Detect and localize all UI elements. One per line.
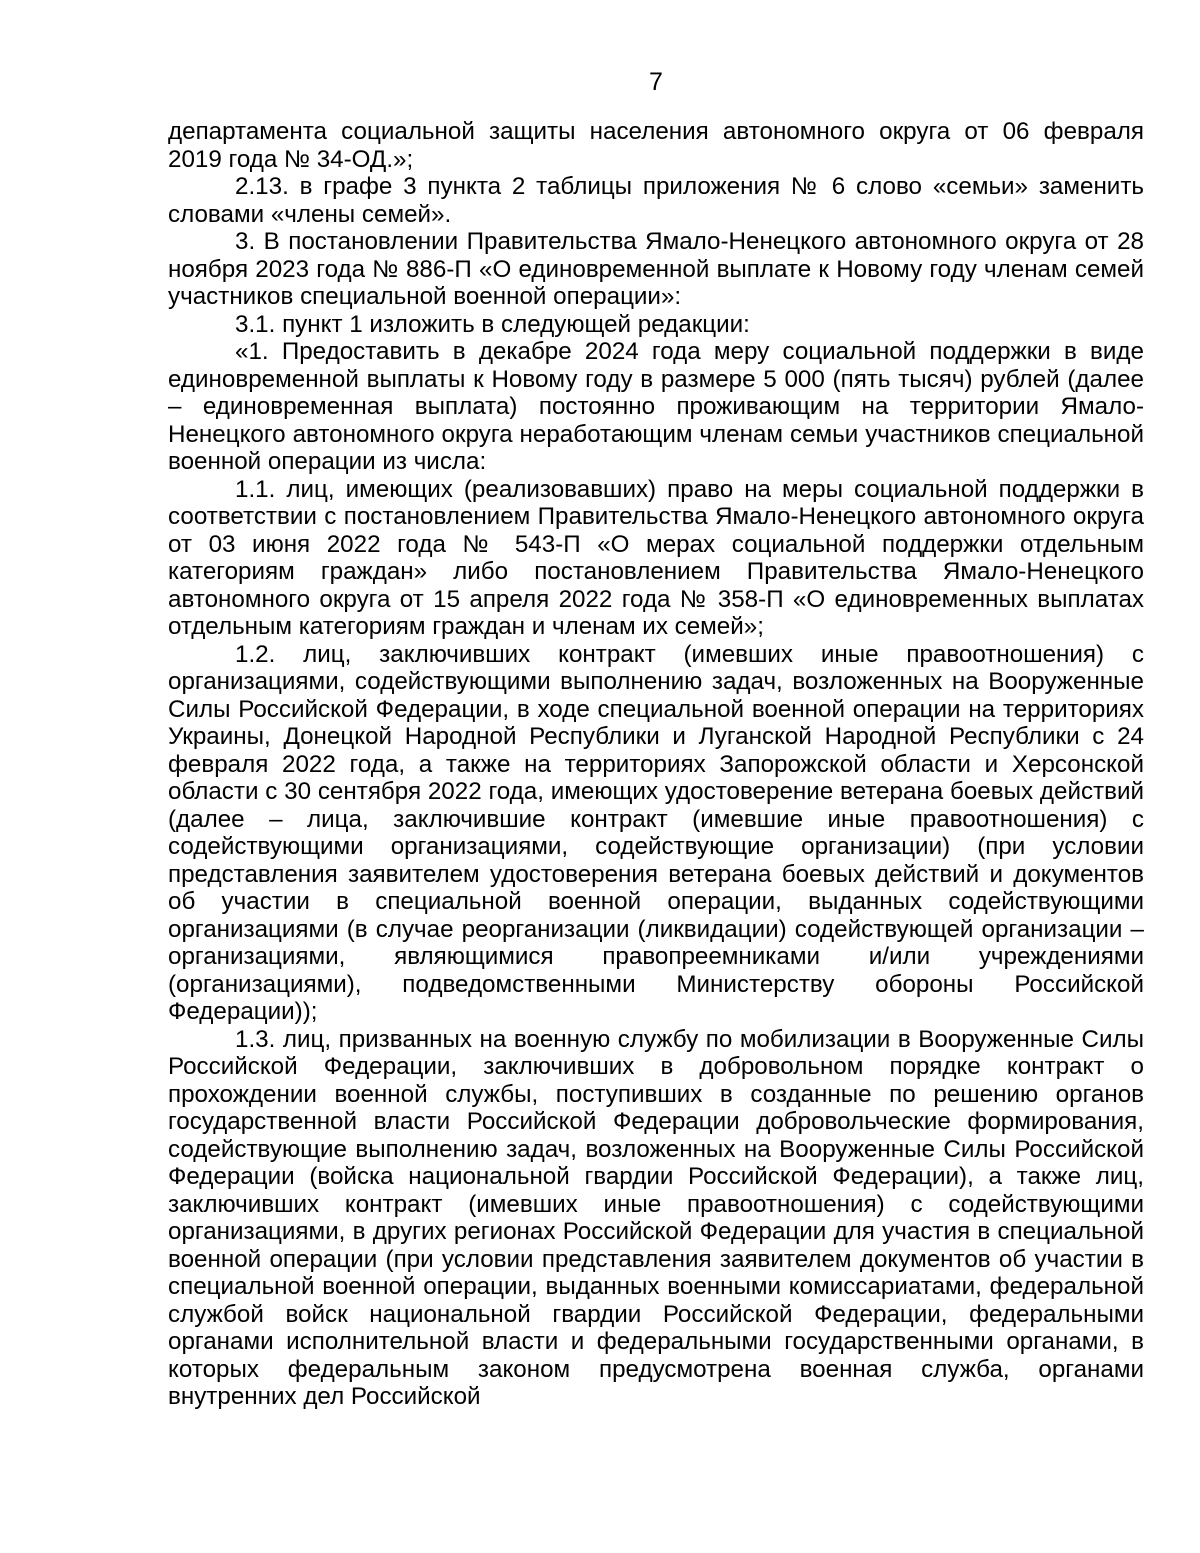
paragraph: департамента социальной защиты населения автономного округа от 06 февраля 2019 года № 34-ОД.»; [168, 118, 1144, 173]
paragraph: 2.13. в графе 3 пункта 2 таблицы приложения № 6 слово «семьи» заменить словами «члены семей». [168, 173, 1144, 228]
document-body [168, 118, 1144, 1411]
paragraph: «1. Предоставить в декабре 2024 года меру социальной поддержки в виде единовременной выплаты к Новому году в размере 5 000 (пять тысяч) рублей (далее – единовременная выплата) постоянно проживающим на территории Ямало-Ненецкого автономного округа неработающим членам семьи участников специальной военной операции из числа: [168, 338, 1144, 475]
page-number: 7 [649, 68, 663, 96]
paragraph: 3.1. пункт 1 изложить в следующей редакции: [235, 310, 750, 338]
paragraph: 1.1. лиц, имеющих (реализовавших) право на меры социальной поддержки в соответствии с постановлением Правительства Ямало-Ненецкого автономного округа от 03 июня 2022 года № 543-П «О мерах социальной поддержки отдельным категориям граждан» либо постановлением Правительства Ямало-Ненецкого автономного округа от 15 апреля 2022 года № 358-П «О единовременных выплатах отдельным категориям граждан и членам их семей»; [168, 475, 1144, 640]
paragraph: 3. В постановлении Правительства Ямало-Ненецкого автономного округа от 28 ноября 2023 года № 886-П «О единовременной выплате к Новому году членам семей участников специальной военной операции»: [168, 228, 1144, 310]
paragraph: 1.3. лиц, призванных на военную службу по мобилизации в Вооруженные Силы Российской Федерации, заключивших в добровольном порядке контракт о прохождении военной службы, поступивших в созданные по решению органов государственной власти Российской Федерации добровольческие формирования, содействующие выполнению задач, возложенных на Вооруженные Силы Российской Федерации (войска национальной гвардии Российской Федерации), а также лиц, заключивших контракт (имевших иные правоотношения) с содействующими организациями, в других регионах Российской Федерации для участия в специальной военной операции (при условии представления заявителем документов об участии в специальной военной операции, выданных военными комиссариатами, федеральной службой войск национальной гвардии Российской Федерации, федеральными органами исполнительной власти и федеральными государственными органами, в которых федеральным законом предусмотрена военная служба, органами внутренних дел Российской [168, 1025, 1144, 1410]
paragraph: 1.2. лиц, заключивших контракт (имевших иные правоотношения) с организациями, содействующими выполнению задач, возложенных на Вооруженные Силы Российской Федерации, в ходе специальной военной операции на территориях Украины, Донецкой Народной Республики и Луганской Народной Республики с 24 февраля 2022 года, а также на территориях Запорожской области и Херсонской области с 30 сентября 2022 года, имеющих удостоверение ветерана боевых действий (далее – лица, заключившие контракт (имевшие иные правоотношения) с содействующими организациями, содействующие организации) (при условии представления заявителем удостоверения ветерана боевых действий и документов об участии в специальной военной операции, выданных содействующими организациями (в случае реорганизации (ликвидации) содействующей организации – организациями, являющимися правопреемниками и/или учреждениями (организациями), подведомственными Министерству обороны Российской Федерации)); [168, 640, 1144, 1025]
